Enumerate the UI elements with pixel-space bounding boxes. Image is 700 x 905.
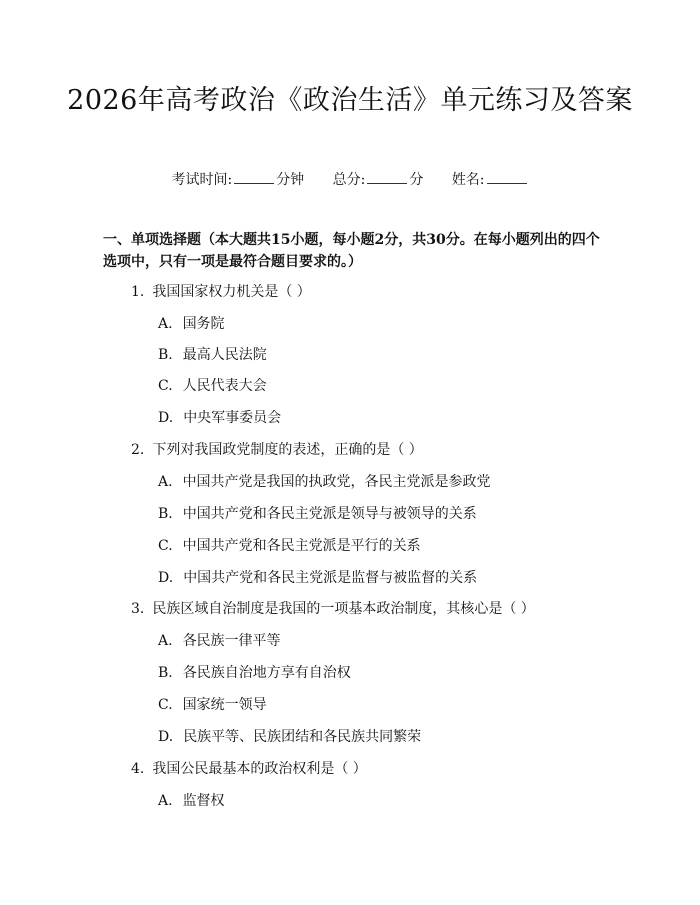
option-letter: C. [158, 697, 173, 713]
exam-time [171, 170, 304, 189]
score-blank [367, 170, 407, 184]
score-label: 总分: [332, 172, 366, 188]
exam-meta [0, 170, 700, 189]
score-unit: 分 [409, 172, 424, 188]
option-letter: A. [158, 793, 173, 809]
page-title: 2026年高考政治《政治生活》单元练习及答案 [67, 85, 633, 116]
section-heading: 一、单项选择题（本大题共15小题，每小题2分，共30分。在每小题列出的四个选项中，只有一项是最符合题目要求的。） [103, 232, 600, 270]
option-2d [158, 569, 477, 587]
time-unit: 分钟 [276, 172, 305, 188]
option-2a [158, 473, 491, 491]
student-name [452, 170, 529, 189]
option-3c [158, 696, 267, 714]
question-1 [131, 283, 311, 301]
option-text: 中国共产党是我国的执政党，各民主党派是参政党 [182, 474, 491, 490]
option-text: 国家统一领导 [182, 697, 267, 713]
option-text: 各民族一律平等 [182, 633, 281, 649]
option-text: 民族平等、民族团结和各民族共同繁荣 [183, 729, 422, 745]
question-number: 2. [131, 442, 145, 458]
option-text: 最高人民法院 [182, 347, 267, 363]
option-text: 国务院 [182, 316, 225, 332]
question-3 [131, 600, 535, 618]
question-text: 我国国家权力机关是（ ） [152, 284, 311, 300]
option-letter: B. [158, 665, 173, 681]
option-letter: B. [158, 347, 173, 363]
option-letter: A. [158, 316, 173, 332]
question-text: 民族区域自治制度是我国的一项基本政治制度，其核心是（ ） [152, 601, 535, 617]
question-number: 1. [131, 284, 145, 300]
question-text: 我国公民最基本的政治权利是（ ） [152, 761, 367, 777]
question-text: 下列对我国政党制度的表述，正确的是（ ） [152, 442, 423, 458]
option-letter: A. [158, 633, 173, 649]
option-letter: B. [158, 506, 173, 522]
option-text: 中国共产党和各民主党派是监督与被监督的关系 [183, 570, 478, 586]
question-4 [131, 760, 367, 778]
option-1b [158, 346, 267, 364]
option-text: 中央军事委员会 [183, 410, 282, 426]
question-number: 3. [131, 601, 145, 617]
option-letter: C. [158, 538, 173, 554]
total-score [333, 170, 424, 189]
option-letter: C. [158, 378, 173, 394]
option-text: 各民族自治地方享有自治权 [182, 665, 351, 681]
option-1c [158, 377, 267, 395]
option-3a [158, 632, 281, 650]
option-3d [158, 728, 421, 746]
question-number: 4. [131, 761, 145, 777]
option-text: 中国共产党和各民主党派是领导与被领导的关系 [182, 506, 477, 522]
option-text: 监督权 [182, 793, 225, 809]
name-blank [487, 170, 527, 184]
option-letter: A. [158, 474, 173, 490]
option-text: 中国共产党和各民主党派是平行的关系 [182, 538, 421, 554]
name-label: 姓名: [451, 172, 485, 188]
time-label: 考试时间: [171, 172, 233, 188]
question-2 [131, 441, 423, 459]
option-letter: D. [158, 729, 174, 745]
option-letter: D. [158, 410, 174, 426]
option-1a [158, 315, 225, 333]
option-text: 人民代表大会 [182, 378, 267, 394]
option-3b [158, 664, 351, 682]
option-4a [158, 792, 225, 810]
time-blank [234, 170, 274, 184]
option-2b [158, 505, 477, 523]
option-1d [158, 409, 281, 427]
option-letter: D. [158, 570, 174, 586]
option-2c [158, 537, 421, 555]
